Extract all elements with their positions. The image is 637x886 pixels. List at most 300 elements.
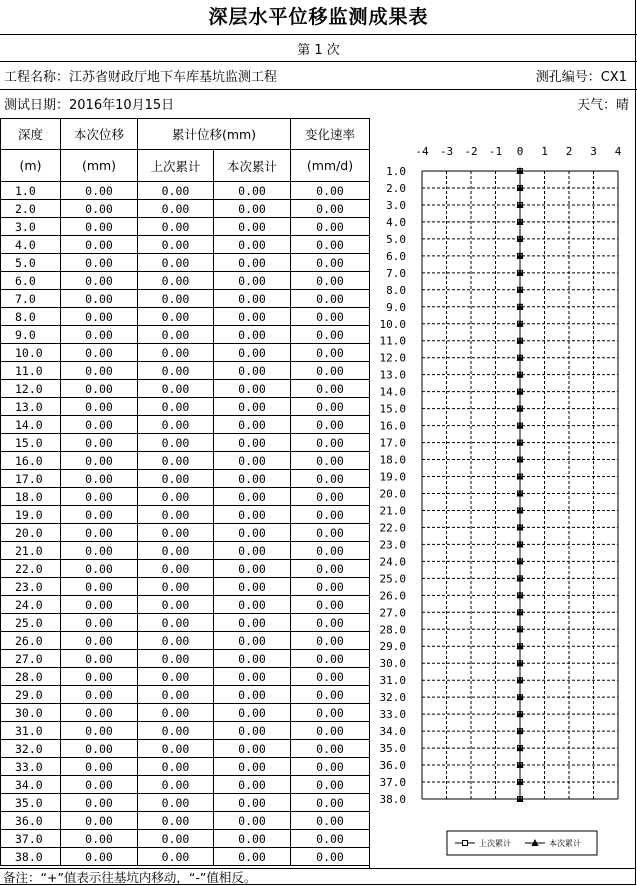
x-tick-label: 0 (516, 145, 524, 158)
table-row (1, 470, 370, 488)
current-displacement-cell: 0.00 (61, 524, 138, 542)
header-change-rate: 变化速率 (291, 119, 370, 150)
change-rate-cell: 0.00 (291, 740, 370, 758)
y-tick-label: 27.0 (379, 606, 406, 620)
current-displacement-cell: 0.00 (61, 380, 138, 398)
displacement-table (0, 118, 370, 866)
depth-cell: 15.0 (1, 434, 61, 452)
y-tick-label: 28.0 (379, 623, 406, 637)
change-rate-cell: 0.00 (291, 650, 370, 668)
y-tick-label: 29.0 (379, 640, 406, 654)
table-row (1, 560, 370, 578)
last-cumulative-cell: 0.00 (138, 254, 214, 272)
table-row (1, 578, 370, 596)
current-displacement-cell: 0.00 (61, 722, 138, 740)
this-cumulative-cell: 0.00 (214, 686, 291, 704)
footnote: 备注：“+”值表示往基坑内移动，“-”值相反。 (0, 868, 636, 885)
current-displacement-cell: 0.00 (61, 794, 138, 812)
change-rate-cell: 0.00 (291, 704, 370, 722)
depth-cell: 13.0 (1, 398, 61, 416)
last-cumulative-cell: 0.00 (138, 650, 214, 668)
current-displacement-cell: 0.00 (61, 344, 138, 362)
change-rate-cell: 0.00 (291, 578, 370, 596)
change-rate-cell: 0.00 (291, 614, 370, 632)
last-cumulative-cell: 0.00 (138, 236, 214, 254)
table-row (1, 830, 370, 848)
last-cumulative-cell: 0.00 (138, 740, 214, 758)
this-cumulative-cell: 0.00 (214, 362, 291, 380)
current-displacement-cell: 0.00 (61, 560, 138, 578)
current-displacement-cell: 0.00 (61, 488, 138, 506)
change-rate-cell: 0.00 (291, 848, 370, 866)
current-displacement-cell: 0.00 (61, 758, 138, 776)
y-tick-label: 2.0 (386, 181, 406, 195)
change-rate-cell: 0.00 (291, 380, 370, 398)
y-tick-label: 20.0 (379, 487, 406, 501)
depth-cell: 3.0 (1, 218, 61, 236)
header-current-displacement: 本次位移 (61, 119, 138, 150)
last-cumulative-cell: 0.00 (138, 524, 214, 542)
this-cumulative-cell: 0.00 (214, 254, 291, 272)
measurement-count: 第 1 次 (297, 43, 340, 58)
current-displacement-cell: 0.00 (61, 272, 138, 290)
depth-cell: 16.0 (1, 452, 61, 470)
y-tick-label: 37.0 (379, 776, 406, 790)
depth-cell: 19.0 (1, 506, 61, 524)
header-this-cumulative: 本次累计 (214, 150, 291, 182)
y-tick-label: 4.0 (386, 215, 406, 229)
last-cumulative-cell: 0.00 (138, 488, 214, 506)
header-current-unit: (mm) (61, 150, 138, 182)
table-row (1, 650, 370, 668)
table-row (1, 200, 370, 218)
depth-cell: 38.0 (1, 848, 61, 866)
current-displacement-cell: 0.00 (61, 326, 138, 344)
last-cumulative-cell: 0.00 (138, 704, 214, 722)
this-cumulative-cell: 0.00 (214, 236, 291, 254)
hole-number: 测孔编号：CX1 (535, 70, 627, 85)
change-rate-cell: 0.00 (291, 254, 370, 272)
depth-cell: 4.0 (1, 236, 61, 254)
x-tick-label: -1 (488, 145, 503, 158)
current-displacement-cell: 0.00 (61, 290, 138, 308)
last-cumulative-cell: 0.00 (138, 578, 214, 596)
table-row (1, 596, 370, 614)
current-displacement-cell: 0.00 (61, 812, 138, 830)
depth-cell: 6.0 (1, 272, 61, 290)
y-tick-label: 3.0 (386, 198, 406, 212)
current-displacement-cell: 0.00 (61, 542, 138, 560)
current-displacement-cell: 0.00 (61, 632, 138, 650)
depth-cell: 35.0 (1, 794, 61, 812)
table-row (1, 218, 370, 236)
y-tick-label: 23.0 (379, 538, 406, 552)
last-cumulative-cell: 0.00 (138, 794, 214, 812)
depth-cell: 34.0 (1, 776, 61, 794)
y-tick-label: 7.0 (386, 266, 406, 280)
current-displacement-cell: 0.00 (61, 776, 138, 794)
header-last-cumulative: 上次累计 (138, 150, 214, 182)
last-cumulative-cell: 0.00 (138, 218, 214, 236)
change-rate-cell: 0.00 (291, 452, 370, 470)
y-tick-label: 22.0 (379, 521, 406, 535)
this-cumulative-cell: 0.00 (214, 452, 291, 470)
table-row (1, 380, 370, 398)
depth-cell: 25.0 (1, 614, 61, 632)
y-tick-label: 18.0 (379, 453, 406, 467)
this-cumulative-cell: 0.00 (214, 524, 291, 542)
this-cumulative-cell: 0.00 (214, 542, 291, 560)
last-cumulative-cell: 0.00 (138, 452, 214, 470)
y-tick-label: 10.0 (379, 317, 406, 331)
table-row (1, 758, 370, 776)
this-cumulative-cell: 0.00 (214, 596, 291, 614)
this-cumulative-cell: 0.00 (214, 776, 291, 794)
report-title: 深层水平位移监测成果表 (208, 6, 429, 28)
x-tick-label: 4 (614, 145, 622, 158)
last-cumulative-cell: 0.00 (138, 506, 214, 524)
current-displacement-cell: 0.00 (61, 596, 138, 614)
depth-cell: 10.0 (1, 344, 61, 362)
y-tick-label: 13.0 (379, 368, 406, 382)
y-tick-label: 6.0 (386, 249, 406, 263)
this-cumulative-cell: 0.00 (214, 758, 291, 776)
y-tick-label: 14.0 (379, 385, 406, 399)
table-row (1, 308, 370, 326)
current-displacement-cell: 0.00 (61, 578, 138, 596)
table-row (1, 326, 370, 344)
last-cumulative-cell: 0.00 (138, 272, 214, 290)
x-tick-label: -3 (439, 145, 454, 158)
table-row (1, 506, 370, 524)
header-cumulative-displacement: 累计位移(mm) (138, 119, 291, 150)
table-row (1, 794, 370, 812)
last-cumulative-cell: 0.00 (138, 668, 214, 686)
last-cumulative-cell: 0.00 (138, 722, 214, 740)
last-cumulative-cell: 0.00 (138, 290, 214, 308)
change-rate-cell: 0.00 (291, 668, 370, 686)
table-row (1, 542, 370, 560)
change-rate-cell: 0.00 (291, 308, 370, 326)
table-row (1, 524, 370, 542)
this-cumulative-cell: 0.00 (214, 740, 291, 758)
y-tick-label: 9.0 (386, 300, 406, 314)
change-rate-cell: 0.00 (291, 272, 370, 290)
table-row (1, 812, 370, 830)
change-rate-cell: 0.00 (291, 632, 370, 650)
last-cumulative-cell: 0.00 (138, 200, 214, 218)
change-rate-cell: 0.00 (291, 596, 370, 614)
table-row (1, 722, 370, 740)
depth-cell: 7.0 (1, 290, 61, 308)
depth-cell: 17.0 (1, 470, 61, 488)
current-displacement-cell: 0.00 (61, 614, 138, 632)
table-row (1, 344, 370, 362)
depth-cell: 9.0 (1, 326, 61, 344)
table-row (1, 182, 370, 200)
y-tick-label: 17.0 (379, 436, 406, 450)
depth-cell: 37.0 (1, 830, 61, 848)
current-displacement-cell: 0.00 (61, 740, 138, 758)
change-rate-cell: 0.00 (291, 560, 370, 578)
this-cumulative-cell: 0.00 (214, 722, 291, 740)
current-displacement-cell: 0.00 (61, 470, 138, 488)
current-displacement-cell: 0.00 (61, 236, 138, 254)
y-tick-label: 12.0 (379, 351, 406, 365)
change-rate-cell: 0.00 (291, 488, 370, 506)
last-cumulative-cell: 0.00 (138, 416, 214, 434)
y-tick-label: 32.0 (379, 691, 406, 705)
y-tick-label: 5.0 (386, 232, 406, 246)
change-rate-cell: 0.00 (291, 326, 370, 344)
x-tick-label: 3 (590, 145, 597, 158)
last-cumulative-cell: 0.00 (138, 398, 214, 416)
depth-cell: 21.0 (1, 542, 61, 560)
change-rate-cell: 0.00 (291, 524, 370, 542)
table-row (1, 704, 370, 722)
depth-cell: 36.0 (1, 812, 61, 830)
depth-cell: 2.0 (1, 200, 61, 218)
this-cumulative-cell: 0.00 (214, 218, 291, 236)
last-cumulative-cell: 0.00 (138, 344, 214, 362)
y-tick-label: 36.0 (379, 759, 406, 773)
y-tick-label: 15.0 (379, 402, 406, 416)
this-cumulative-cell: 0.00 (214, 290, 291, 308)
this-cumulative-cell: 0.00 (214, 830, 291, 848)
last-cumulative-cell: 0.00 (138, 542, 214, 560)
change-rate-cell: 0.00 (291, 416, 370, 434)
last-cumulative-cell: 0.00 (138, 434, 214, 452)
this-cumulative-cell: 0.00 (214, 848, 291, 866)
current-displacement-cell: 0.00 (61, 668, 138, 686)
x-tick-label: 2 (565, 145, 573, 158)
last-cumulative-cell: 0.00 (138, 308, 214, 326)
legend-label: 上次累计 (479, 839, 511, 848)
change-rate-cell: 0.00 (291, 686, 370, 704)
depth-cell: 23.0 (1, 578, 61, 596)
x-tick-label: -2 (464, 145, 478, 158)
last-cumulative-cell: 0.00 (138, 686, 214, 704)
current-displacement-cell: 0.00 (61, 218, 138, 236)
table-row (1, 272, 370, 290)
table-row (1, 614, 370, 632)
depth-cell: 22.0 (1, 560, 61, 578)
depth-cell: 18.0 (1, 488, 61, 506)
this-cumulative-cell: 0.00 (214, 488, 291, 506)
change-rate-cell: 0.00 (291, 398, 370, 416)
depth-cell: 12.0 (1, 380, 61, 398)
table-row (1, 488, 370, 506)
y-tick-label: 33.0 (379, 708, 406, 722)
change-rate-cell: 0.00 (291, 362, 370, 380)
change-rate-cell: 0.00 (291, 830, 370, 848)
depth-cell: 14.0 (1, 416, 61, 434)
this-cumulative-cell: 0.00 (214, 182, 291, 200)
depth-cell: 8.0 (1, 308, 61, 326)
legend-square-icon (463, 841, 468, 846)
table-row (1, 236, 370, 254)
table-row (1, 452, 370, 470)
change-rate-cell: 0.00 (291, 794, 370, 812)
displacement-chart-svg (370, 118, 636, 868)
current-displacement-cell: 0.00 (61, 182, 138, 200)
test-date: 测试日期：2016年10月15日 (4, 98, 175, 113)
this-cumulative-cell: 0.00 (214, 578, 291, 596)
table-row (1, 776, 370, 794)
change-rate-cell: 0.00 (291, 542, 370, 560)
table-row (1, 434, 370, 452)
last-cumulative-cell: 0.00 (138, 848, 214, 866)
change-rate-cell: 0.00 (291, 470, 370, 488)
this-cumulative-cell: 0.00 (214, 632, 291, 650)
table-row (1, 398, 370, 416)
change-rate-cell: 0.00 (291, 506, 370, 524)
y-tick-label: 26.0 (379, 589, 406, 603)
y-tick-label: 11.0 (379, 334, 406, 348)
project-name: 工程名称：江苏省财政厅地下车库基坑监测工程 (4, 70, 278, 85)
last-cumulative-cell: 0.00 (138, 776, 214, 794)
legend-label: 本次累计 (549, 839, 581, 848)
change-rate-cell: 0.00 (291, 776, 370, 794)
this-cumulative-cell: 0.00 (214, 560, 291, 578)
current-displacement-cell: 0.00 (61, 200, 138, 218)
depth-cell: 31.0 (1, 722, 61, 740)
table-row (1, 416, 370, 434)
y-tick-label: 16.0 (379, 419, 406, 433)
last-cumulative-cell: 0.00 (138, 596, 214, 614)
last-cumulative-cell: 0.00 (138, 830, 214, 848)
last-cumulative-cell: 0.00 (138, 380, 214, 398)
change-rate-cell: 0.00 (291, 812, 370, 830)
this-cumulative-cell: 0.00 (214, 506, 291, 524)
last-cumulative-cell: 0.00 (138, 758, 214, 776)
this-cumulative-cell: 0.00 (214, 794, 291, 812)
depth-cell: 24.0 (1, 596, 61, 614)
y-tick-label: 21.0 (379, 504, 406, 518)
depth-cell: 20.0 (1, 524, 61, 542)
table-row (1, 632, 370, 650)
y-tick-label: 34.0 (379, 725, 406, 739)
depth-cell: 30.0 (1, 704, 61, 722)
y-tick-label: 38.0 (379, 793, 406, 806)
depth-cell: 32.0 (1, 740, 61, 758)
this-cumulative-cell: 0.00 (214, 200, 291, 218)
last-cumulative-cell: 0.00 (138, 812, 214, 830)
table-row (1, 254, 370, 272)
current-displacement-cell: 0.00 (61, 416, 138, 434)
y-tick-label: 31.0 (379, 674, 406, 688)
weather: 天气：晴 (576, 98, 629, 113)
last-cumulative-cell: 0.00 (138, 560, 214, 578)
this-cumulative-cell: 0.00 (214, 470, 291, 488)
change-rate-cell: 0.00 (291, 236, 370, 254)
current-displacement-cell: 0.00 (61, 650, 138, 668)
y-tick-label: 8.0 (386, 283, 406, 297)
this-cumulative-cell: 0.00 (214, 650, 291, 668)
depth-cell: 29.0 (1, 686, 61, 704)
divider-line (0, 34, 637, 35)
table-row (1, 740, 370, 758)
header-rate-unit: (mm/d) (291, 150, 370, 182)
depth-cell: 1.0 (1, 182, 61, 200)
current-displacement-cell: 0.00 (61, 434, 138, 452)
y-tick-label: 19.0 (379, 470, 406, 484)
divider-line (0, 61, 637, 62)
this-cumulative-cell: 0.00 (214, 398, 291, 416)
y-tick-label: 1.0 (386, 165, 406, 178)
depth-cell: 26.0 (1, 632, 61, 650)
this-cumulative-cell: 0.00 (214, 326, 291, 344)
y-tick-label: 24.0 (379, 555, 406, 569)
last-cumulative-cell: 0.00 (138, 470, 214, 488)
this-cumulative-cell: 0.00 (214, 668, 291, 686)
depth-cell: 27.0 (1, 650, 61, 668)
change-rate-cell: 0.00 (291, 290, 370, 308)
this-cumulative-cell: 0.00 (214, 704, 291, 722)
depth-cell: 11.0 (1, 362, 61, 380)
last-cumulative-cell: 0.00 (138, 632, 214, 650)
change-rate-cell: 0.00 (291, 218, 370, 236)
current-displacement-cell: 0.00 (61, 308, 138, 326)
table-row (1, 848, 370, 866)
current-displacement-cell: 0.00 (61, 848, 138, 866)
table-row (1, 362, 370, 380)
current-displacement-cell: 0.00 (61, 362, 138, 380)
divider-line (0, 89, 637, 90)
x-tick-label: -4 (415, 145, 429, 158)
last-cumulative-cell: 0.00 (138, 182, 214, 200)
this-cumulative-cell: 0.00 (214, 344, 291, 362)
current-displacement-cell: 0.00 (61, 452, 138, 470)
current-displacement-cell: 0.00 (61, 830, 138, 848)
change-rate-cell: 0.00 (291, 344, 370, 362)
last-cumulative-cell: 0.00 (138, 614, 214, 632)
y-tick-label: 25.0 (379, 572, 406, 586)
table-row (1, 686, 370, 704)
displacement-chart (369, 118, 636, 868)
change-rate-cell: 0.00 (291, 182, 370, 200)
x-tick-label: 1 (541, 145, 548, 158)
this-cumulative-cell: 0.00 (214, 614, 291, 632)
this-cumulative-cell: 0.00 (214, 308, 291, 326)
change-rate-cell: 0.00 (291, 200, 370, 218)
table-row (1, 290, 370, 308)
current-displacement-cell: 0.00 (61, 686, 138, 704)
depth-cell: 5.0 (1, 254, 61, 272)
current-displacement-cell: 0.00 (61, 254, 138, 272)
last-cumulative-cell: 0.00 (138, 326, 214, 344)
current-displacement-cell: 0.00 (61, 506, 138, 524)
y-tick-label: 35.0 (379, 742, 406, 756)
y-tick-label: 30.0 (379, 657, 406, 671)
this-cumulative-cell: 0.00 (214, 812, 291, 830)
table-row (1, 668, 370, 686)
header-depth: 深度 (1, 119, 61, 150)
depth-cell: 33.0 (1, 758, 61, 776)
change-rate-cell: 0.00 (291, 434, 370, 452)
depth-cell: 28.0 (1, 668, 61, 686)
this-cumulative-cell: 0.00 (214, 272, 291, 290)
this-cumulative-cell: 0.00 (214, 380, 291, 398)
last-cumulative-cell: 0.00 (138, 362, 214, 380)
this-cumulative-cell: 0.00 (214, 434, 291, 452)
change-rate-cell: 0.00 (291, 722, 370, 740)
this-cumulative-cell: 0.00 (214, 416, 291, 434)
change-rate-cell: 0.00 (291, 758, 370, 776)
current-displacement-cell: 0.00 (61, 398, 138, 416)
current-displacement-cell: 0.00 (61, 704, 138, 722)
header-depth-unit: (m) (1, 150, 61, 182)
